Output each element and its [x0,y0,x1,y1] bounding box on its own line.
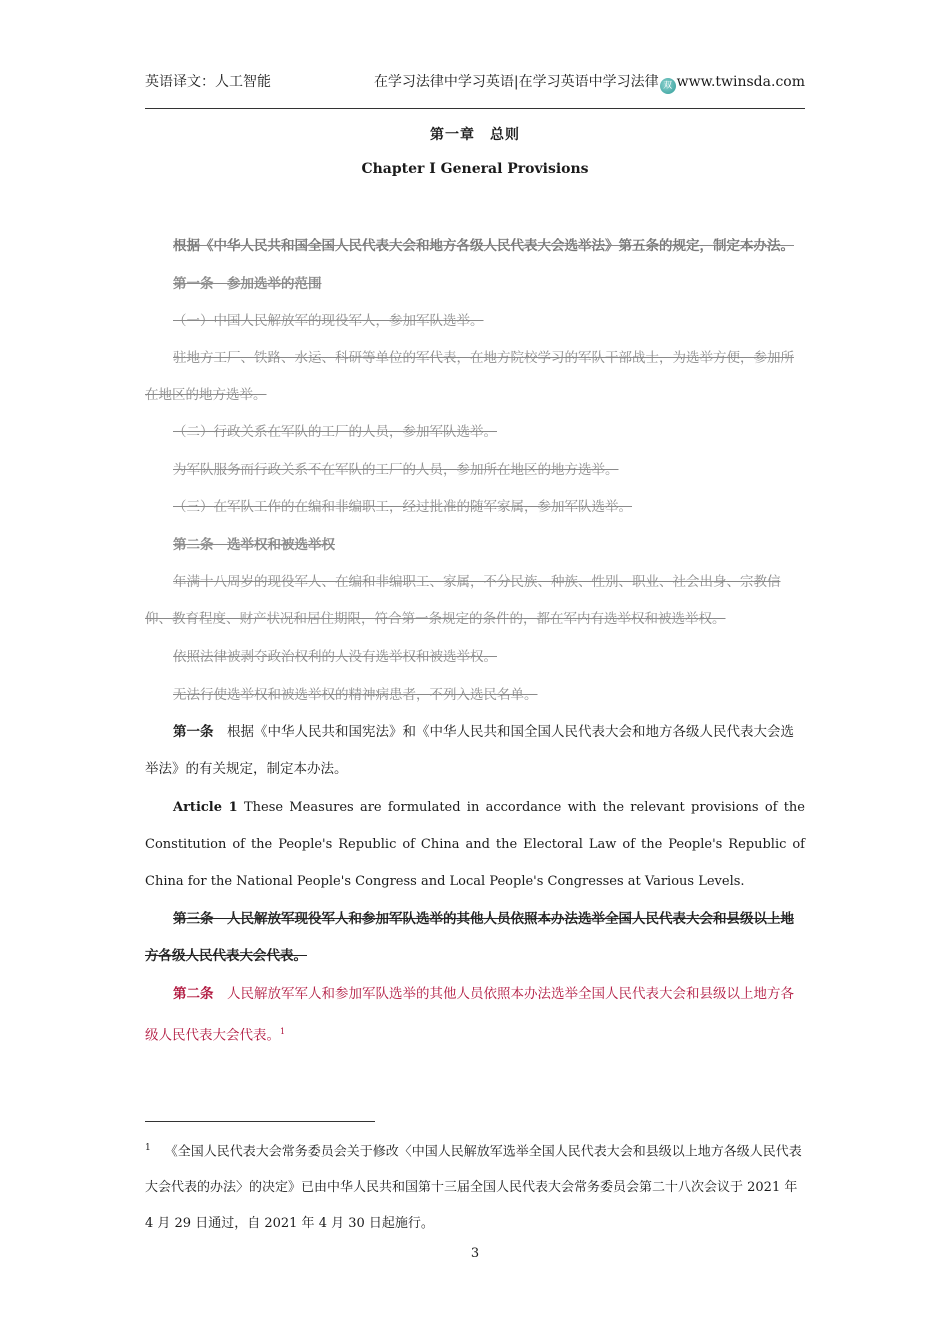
deleted-article2-para1: 年满十八周岁的现役军人、在编和非编职工、家属，不分民族、种族、性别、职业、社会出身、宗教信仰、教育程度、财产状况和居住期限，符合第一条规定的条件的，都在军内有选举权和被选举权。 [145,574,781,627]
twinsda-logo-icon: 双 [660,78,676,94]
article1-cn-label: 第一条 [173,724,214,740]
page-header [145,70,805,100]
page-number: 3 [470,1246,480,1261]
footnote-text: 《全国人民代表大会常务委员会关于修改〈中国人民解放军选举全国人民代表大会和县级以上地方各级人民代表大会代表的办法〉的决定》已由中华人民共和国第十三届全国人民代表大会常务委员会第二十八次会议于 2021 年 4 月 29 日通过，自 2021 年 4 月 30 日起施行。 [145,1144,802,1232]
deleted-item3: （三）在军队工作的在编和非编职工，经过批准的随军家属，参加军队选举。 [173,499,632,515]
deleted-item2b: 为军队服务而行政关系不在军队的工厂的人员，参加所在地区的地方选举。 [173,462,619,478]
deleted-item1a: （一）中国人民解放军的现役军人，参加军队选举。 [173,313,484,329]
article1-en-text: These Measures are formulated in accordance with the relevant provisions of the Constitution of the People's Republic of China and the Electoral Law of the People's Republic of China for the National People's Congress and Local People's Congresses at Various Levels. [145,800,806,889]
footnote-divider [145,1121,375,1122]
deleted-article3 [145,901,805,975]
article1-en-label: Article 1 [173,800,238,815]
header-slogan: 在学习法律中学习英语|在学习英语中学习法律 [373,74,659,90]
article1-cn [145,714,805,788]
deleted-article2-heading: 第二条 选举权和被选举权 [173,537,335,553]
article1-en [145,789,805,900]
chapter-title-en: Chapter I General Provisions [361,161,589,177]
header-divider [145,108,805,109]
deleted-item2a: （二）行政关系在军队的工厂的人员，参加军队选举。 [173,424,497,440]
header-tagline [374,70,805,94]
chapter-title-cn: 第一章 总则 [430,127,520,143]
deleted-article3-label: 第三条 [173,911,214,927]
inserted-article2-text: 人民解放军军人和参加军队选举的其他人员依照本办法选举全国人民代表大会和县级以上地方各级人民代表大会代表。 [145,986,794,1044]
inserted-article2-label: 第二条 [173,986,214,1002]
deleted-article2-para2: 依照法律被剥夺政治权利的人没有选举权和被选举权。 [173,649,497,665]
deleted-article3-text: 人民解放军现役军人和参加军队选举的其他人员依照本办法选举全国人民代表大会和县级以上地方各级人民代表大会代表。 [145,911,794,964]
footnote [145,1130,805,1242]
header-doc-title: 英语译文：人工智能 [145,74,271,90]
deleted-preamble: 根据《中华人民共和国全国人民代表大会和地方各级人民代表大会选举法》第五条的规定，制定本办法。 [173,238,794,254]
footnote-mark: 1 [145,1143,151,1153]
header-site-link[interactable]: www.twinsda.com [676,74,805,90]
footnote-reference[interactable]: 1 [280,1027,286,1036]
article1-cn-text: 根据《中华人民共和国宪法》和《中华人民共和国全国人民代表大会和地方各级人民代表大会选举法》的有关规定，制定本办法。 [145,724,794,777]
deleted-item1b: 驻地方工厂、铁路、水运、科研等单位的军代表，在地方院校学习的军队干部战士，为选举方便，参加所在地区的地方选举。 [145,350,794,403]
inserted-article2 [145,976,805,1055]
deleted-article2-para3: 无法行使选举权和被选举权的精神病患者，不列入选民名单。 [173,687,538,703]
deleted-article1-heading: 第一条 参加选举的范围 [173,276,322,292]
